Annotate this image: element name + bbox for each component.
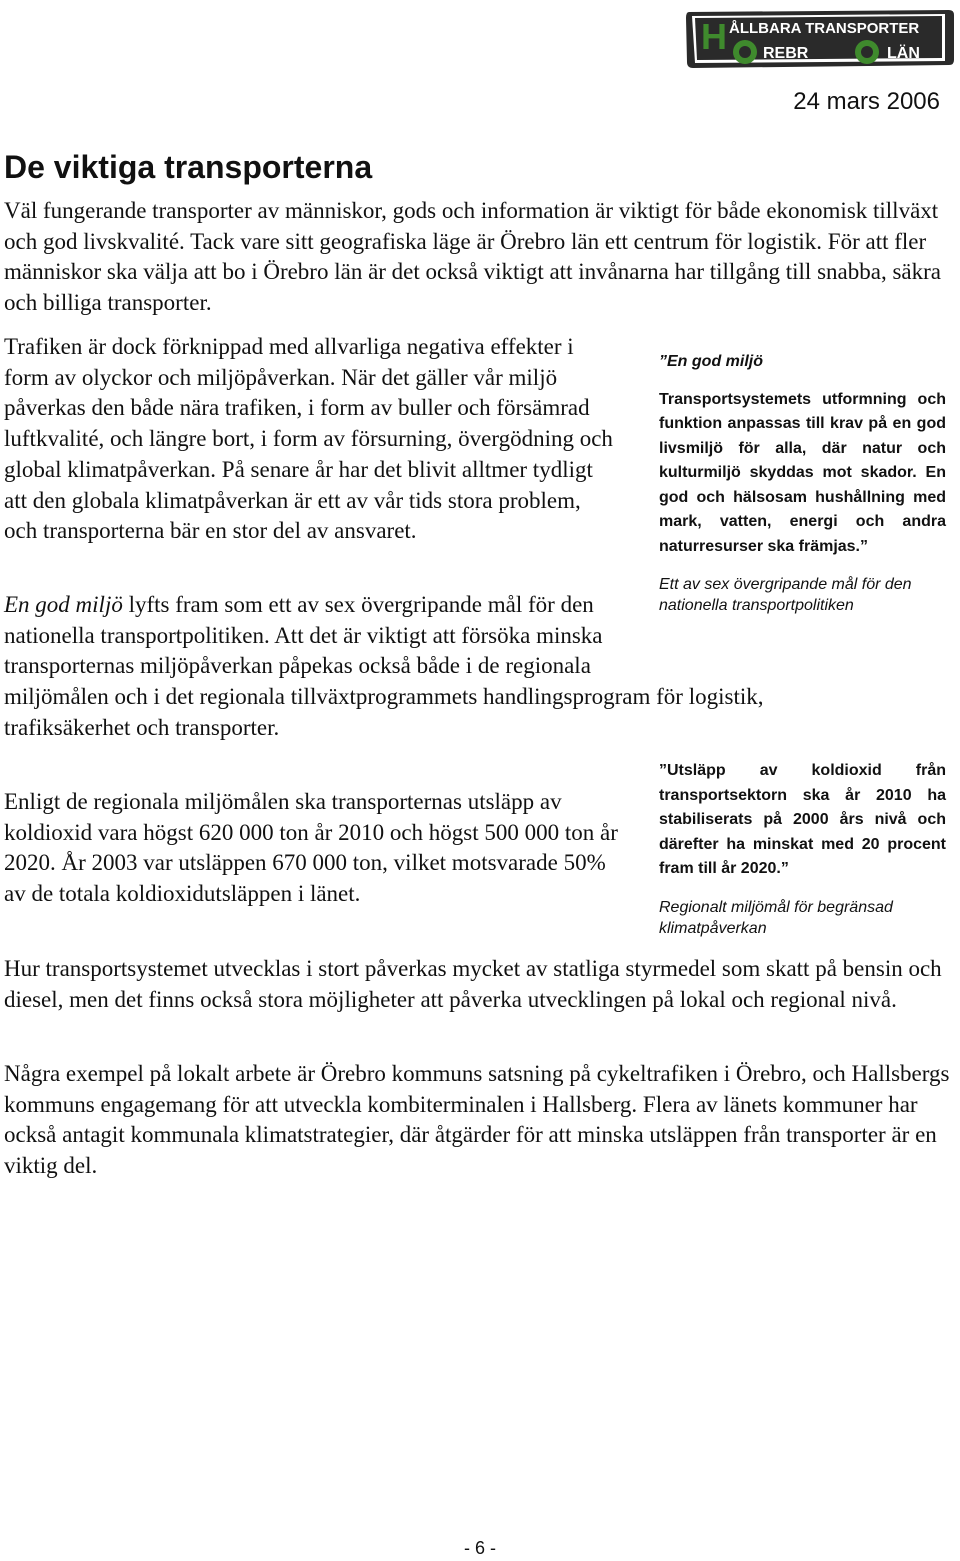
sidebar-quote-co2 — [659, 759, 946, 939]
page-number: - 6 - — [463, 1538, 496, 1558]
quote-source: Ett av sex övergripande mål för den nationella transportpolitiken — [659, 576, 912, 614]
paragraph-co2-targets: Enligt de regionala miljömålen ska transporternas utsläpp av koldioxid vara högst 620 000 ton år 2010 och högst 500 000 ton år 2020. År 2003 var utsläppen 670 000 ton, vilket motsvarade 50% av de totala koldioxidutsläppen i länet. — [4, 789, 618, 907]
logo-line2-end: LÄN — [887, 45, 920, 62]
hallbara-transporter-orebro-lan-logo — [683, 4, 957, 76]
logo-letter-h: H — [701, 16, 727, 57]
paragraph-local-examples: Några exempel på lokalt arbete är Örebro kommuns satsning på cykeltrafiken i Örebro, och Hallsbergs kommuns engagemang för att utveckla kombiterminalen i Hallsberg. Flera av länets kommuner har också antagit kommunala klimatstrategier, där åtgärder för att minska utsläppen från transporter är en viktig del. — [4, 1061, 950, 1179]
goal-name-italic: En god miljö — [4, 592, 123, 617]
quote-body: ”Utsläpp av koldioxid från transportsektorn ska år 2010 ha stabiliserats på 2000 års nivå och därefter ha minskat med 20 procent fram till år 2020.” — [659, 762, 946, 877]
document-date: 24 mars 2006 — [793, 88, 940, 115]
paragraph-environment-goal-text: lyfts fram som ett av sex övergripande mål för den nationella transportpolitiken. Att det är viktigt att försöka minska transporternas miljöpåverkan påpekas också både i de regionala miljömålen och i det regionala tillväxtprogrammets handlingsprogram för logistik, trafiksäkerhet och transporter. — [4, 592, 764, 740]
quote-source: Regionalt miljömål för begränsad klimatpåverkan — [659, 898, 893, 937]
paragraph-policy-instruments: Hur transportsystemet utvecklas i stort påverkas mycket av statliga styrmedel som skatt på bensin och diesel, men det finns också stora möjligheter att påverka utvecklingen på lokal och regional nivå. — [4, 956, 942, 1012]
quote-body: Transportsystemets utformning och funktion anpassas till krav på en god livsmiljö för alla, där natur och kulturmiljö skyddas mot skador. En god och hälsosam hushållning med mark, vatten, energi och andra naturresurser ska främjas.” — [659, 390, 946, 555]
quote-heading: ”En god miljö — [659, 353, 763, 370]
logo-line2: REBR — [763, 45, 809, 62]
paragraph-intro: Väl fungerande transporter av människor, gods och information är viktigt för både ekonomisk tillväxt och god livskvalité. Tack vare sitt geografiska läge är Örebro län ett centrum för logistik. För att fler människor ska välja att bo i Örebro län är det också viktigt att invånarna har tillgång till snabba, säkra och billiga transporter. — [4, 198, 941, 316]
sidebar-quote-environment — [659, 350, 946, 616]
logo-line1: ÅLLBARA TRANSPORTER — [729, 20, 920, 37]
paragraph-traffic-effects: Trafiken är dock förknippad med allvarliga negativa effekter i form av olyckor och miljöpåverkan. När det gäller vår miljö påverkas den både nära trafiken, i form av buller och försämrad luftkvalité, och längre bort, i form av försurning, övergödning och global klimatpåverkan. På senare år har det blivit alltmer tydligt att den globala klimatpåverkan är ett av vår tids stora problem, och transporterna bär en stor del av ansvaret. — [4, 334, 613, 544]
page-title: De viktiga transporterna — [4, 149, 373, 185]
